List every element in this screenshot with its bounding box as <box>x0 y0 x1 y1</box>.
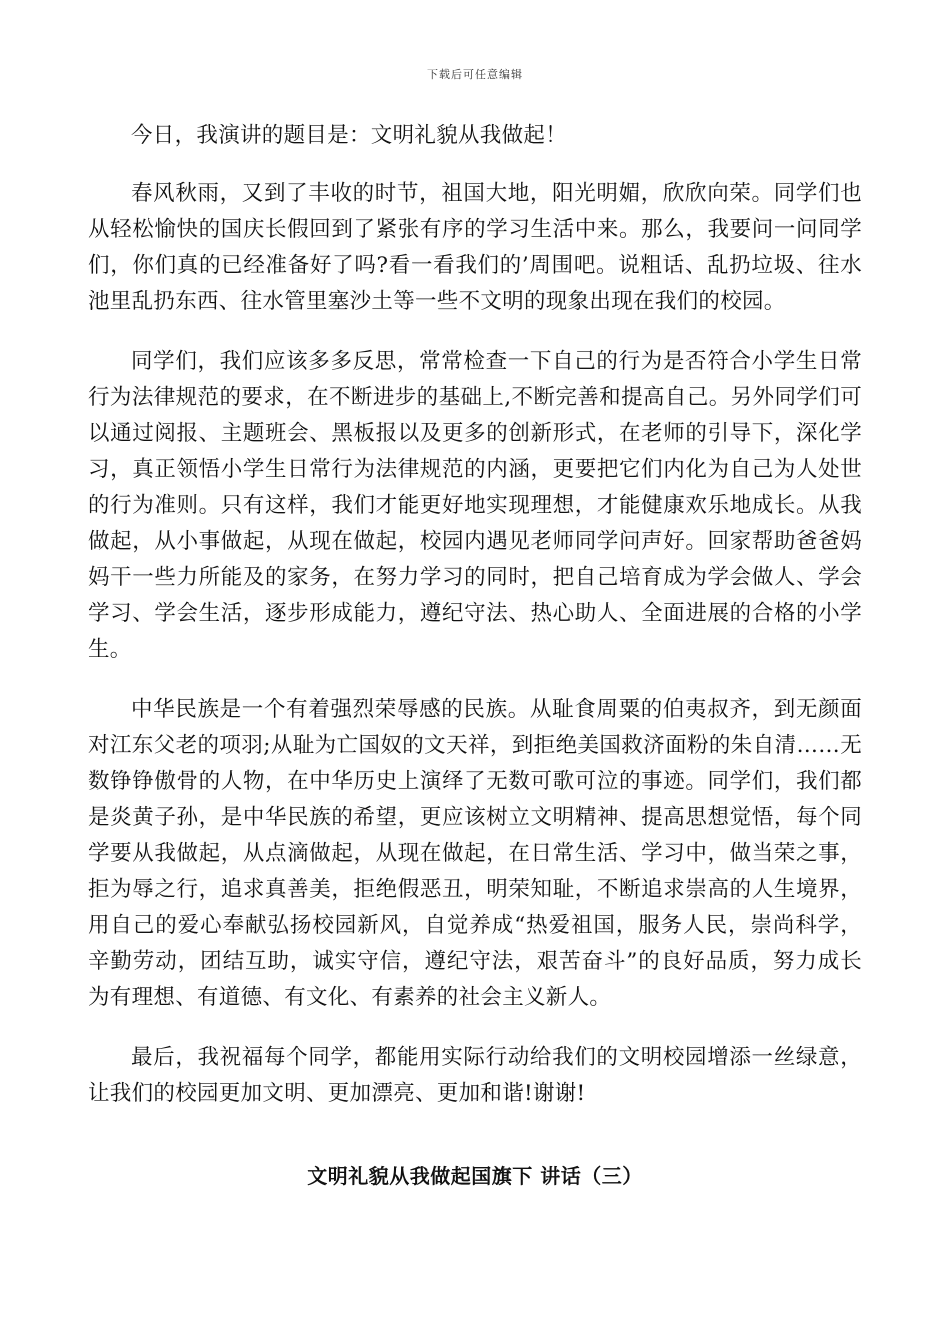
document-body <box>88 118 862 1136</box>
section-title: 文明礼貌从我做起国旗下 讲话（三） <box>307 1164 643 1188</box>
national-spirit-paragraph: 中华民族是一个有着强烈荣辱感的民族。从耻食周粟的伯夷叔齐，到无颜面对江东父老的项羽;从耻为亡国奴的文天祥，到拒绝美国救济面粉的朱自清……无数铮铮傲骨的人物，在中华历史上演绎了无数可歌可泣的事迹。同学们，我们都是炎黄子孙，是中华民族的希望，更应该树立文明精神、提高思想觉悟，每个同学要从我做起，从点滴做起，从现在做起，在日常生活、学习中，做当荣之事，拒为辱之行，追求真善美，拒绝假恶丑，明荣知耻，不断追求崇高的人生境界，用自己的爱心奉献弘扬校园新风，自觉养成“热爱祖国，服务人民，崇尚科学，辛勤劳动，团结互助，诚实守信，遵纪守法，艰苦奋斗”的良好品质，努力成长为有理想、有道德、有文化、有素养的社会主义新人。 <box>88 697 862 1010</box>
speech-topic-paragraph: 今日，我演讲的题目是：文明礼貌从我做起！ <box>131 123 568 148</box>
reflection-paragraph: 同学们，我们应该多多反思，常常检查一下自己的行为是否符合小学生日常行为法律规范的要求，在不断进步的基础上,不断完善和提高自己。另外同学们可以通过阅报、主题班会、黑板报以及更多的创新形式，在老师的引导下，深化学习，真正领悟小学生日常行为法律规范的内涵，更要把它们内化为自己为人处世的行为准则。只有这样，我们才能更好地实现理想，才能健康欢乐地成长。从我做起，从小事做起，从现在做起，校园内遇见老师同学问声好。回家帮助爸爸妈妈干一些力所能及的家务，在努力学习的同时，把自己培育成为学会做人、学会学习、学会生活，逐步形成能力，遵纪守法、热心助人、全面进展的合格的小学生。 <box>88 349 862 662</box>
intro-paragraph: 春风秋雨，又到了丰收的时节，祖国大地，阳光明媚，欣欣向荣。同学们也从轻松愉快的国庆长假回到了紧张有序的学习生活中来。那么，我要问一问同学们，你们真的已经准备好了吗?看一看我们的’周围吧。说粗话、乱扔垃圾、往水池里乱扔东西、往水管里塞沙土等一些不文明的现象出现在我们的校园。 <box>88 181 862 314</box>
page-header-note: 下载后可任意编辑 <box>427 68 523 81</box>
closing-paragraph: 最后，我祝福每个同学，都能用实际行动给我们的文明校园增添一丝绿意，让我们的校园更加文明、更加漂亮、更加和谐!谢谢! <box>88 1045 862 1106</box>
